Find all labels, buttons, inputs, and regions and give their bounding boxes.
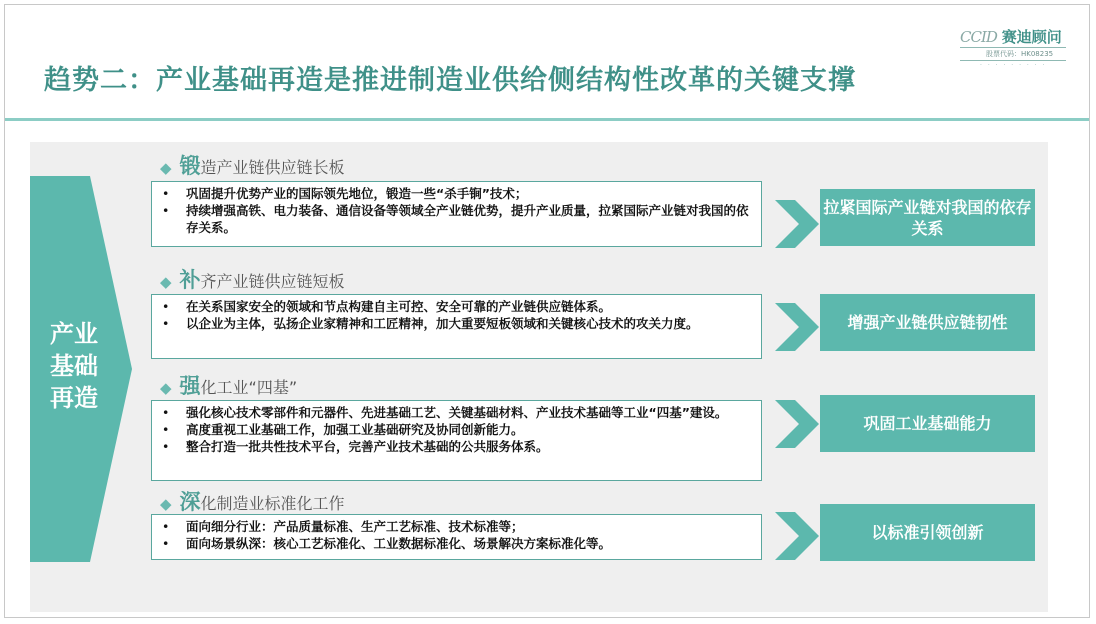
result-box: 增强产业链供应链韧性 bbox=[820, 294, 1035, 351]
section-title bbox=[160, 150, 345, 180]
logo-brand bbox=[960, 26, 1062, 47]
diamond-icon: ◆ bbox=[160, 495, 172, 513]
left-label bbox=[30, 318, 118, 414]
section-title-text: 化制造业标准化工作 bbox=[200, 494, 345, 513]
bullet-item: • 在关系国家安全的领域和节点构建自主可控、安全可靠的产业链供应链体系。 bbox=[160, 298, 755, 315]
section-box bbox=[151, 400, 762, 481]
section-title bbox=[160, 370, 297, 400]
section-title-text: 化工业“四基” bbox=[200, 378, 298, 397]
section-box bbox=[151, 181, 762, 247]
section-key-char: 深 bbox=[179, 490, 201, 514]
section-box bbox=[151, 294, 762, 359]
bullet-item: • 整合打造一批共性技术平台，完善产业技术基础的公共服务体系。 bbox=[160, 438, 755, 455]
logo-brand-en: CCID bbox=[960, 28, 997, 46]
section-key-char: 补 bbox=[179, 268, 201, 292]
bullet-item: • 巩固提升优势产业的国际领先地位，锻造一些“杀手锏”技术； bbox=[160, 185, 755, 202]
diamond-icon: ◆ bbox=[160, 159, 172, 177]
result-box: 巩固工业基础能力 bbox=[820, 395, 1035, 452]
section-key-char: 锻 bbox=[179, 154, 201, 178]
section-title-text: 齐产业链供应链短板 bbox=[200, 272, 345, 291]
logo-slogan-graphic: · · · · · · · · · bbox=[980, 62, 1047, 69]
left-label-line: 基础 bbox=[50, 352, 98, 380]
diamond-icon: ◆ bbox=[160, 273, 172, 291]
bullet-item: • 以企业为主体，弘扬企业家精神和工匠精神，加大重要短板领域和关键核心技术的攻关力度。 bbox=[160, 315, 755, 332]
logo-stock-code: 股票代码：HK08235 bbox=[986, 50, 1054, 58]
logo-divider bbox=[960, 47, 1066, 48]
diamond-icon: ◆ bbox=[160, 379, 172, 397]
logo-divider bbox=[960, 60, 1066, 61]
chevron-right-icon bbox=[775, 400, 819, 448]
chevron-right-icon bbox=[775, 200, 819, 248]
slide-title: 趋势二：产业基础再造是推进制造业供给侧结构性改革的关键支撑 bbox=[44, 65, 856, 96]
section-title bbox=[160, 486, 345, 516]
company-logo bbox=[960, 26, 1070, 72]
bullet-item: • 面向场景纵深：核心工艺标准化、工业数据标准化、场景解决方案标准化等。 bbox=[160, 535, 755, 552]
left-label-line: 再造 bbox=[50, 384, 98, 412]
chevron-right-icon bbox=[775, 512, 819, 560]
section-key-char: 强 bbox=[179, 374, 201, 398]
chevron-right-icon bbox=[775, 303, 819, 351]
bullet-item: • 强化核心技术零部件和元器件、先进基础工艺、关键基础材料、产业技术基础等工业“四基”建设。 bbox=[160, 404, 755, 421]
bullet-item: • 面向细分行业：产品质量标准、生产工艺标准、技术标准等； bbox=[160, 518, 755, 535]
title-divider bbox=[5, 118, 1089, 121]
section-title bbox=[160, 264, 345, 294]
section-box bbox=[151, 514, 762, 560]
logo-brand-cn: 赛迪顾问 bbox=[1001, 28, 1062, 46]
section-title-text: 造产业链供应链长板 bbox=[200, 158, 345, 177]
result-box: 拉紧国际产业链对我国的依存关系 bbox=[820, 189, 1035, 246]
bullet-item: • 持续增强高铁、电力装备、通信设备等领域全产业链优势，提升产业质量，拉紧国际产业链对我国的依存关系。 bbox=[160, 202, 755, 236]
bullet-item: • 高度重视工业基础工作，加强工业基础研究及协同创新能力。 bbox=[160, 421, 755, 438]
result-box: 以标准引领创新 bbox=[820, 504, 1035, 561]
left-label-line: 产业 bbox=[50, 320, 98, 348]
